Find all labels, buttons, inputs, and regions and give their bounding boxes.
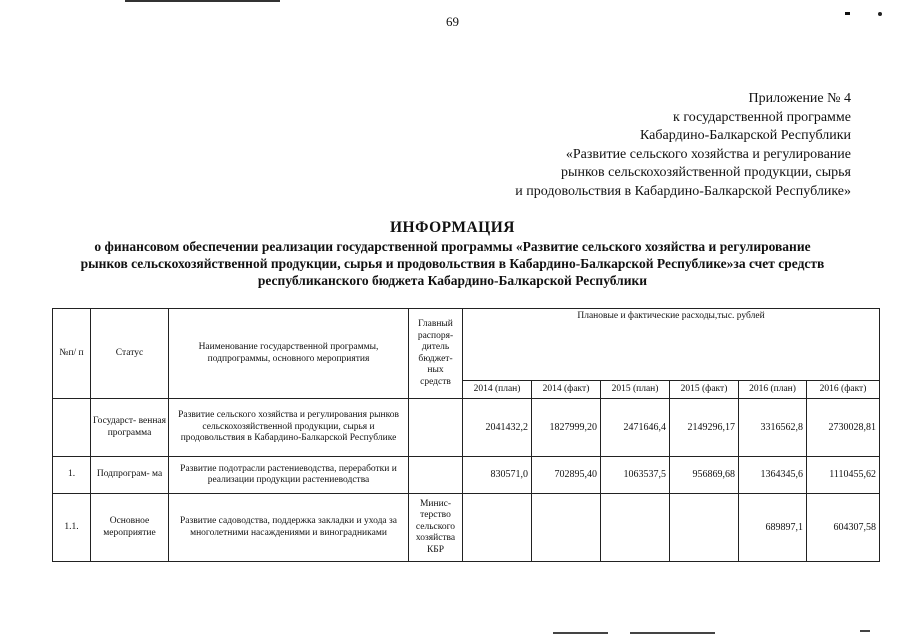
financing-table	[52, 308, 880, 562]
header-year: 2014 (план)	[463, 381, 532, 399]
cell-manager	[409, 457, 463, 494]
scan-artifact-bottom-line	[860, 630, 870, 632]
cell-value: 2471646,4	[601, 399, 670, 457]
cell-name: Развитие подотрасли растениеводства, переработки и реализации продукции растениеводства	[169, 457, 409, 494]
cell-name: Развитие сельского хозяйства и регулирования рынков сельскохозяйственной продукции, сырья и продовольствия в Кабардино-Балкарской Республике	[169, 399, 409, 457]
appendix-line: Кабардино-Балкарской Республики	[640, 128, 851, 143]
scan-artifact-top-line	[125, 0, 280, 2]
appendix-line: рынков сельскохозяйственной продукции, сырья	[561, 165, 851, 180]
cell-num	[53, 399, 91, 457]
header-year: 2016 (факт)	[807, 381, 880, 399]
appendix-line: и продовольствия в Кабардино-Балкарской Республике»	[515, 183, 851, 199]
title-main: ИНФОРМАЦИЯ	[390, 219, 515, 236]
appendix-line: «Развитие сельского хозяйства и регулирование	[565, 146, 851, 162]
appendix-line: Приложение № 4	[748, 91, 851, 106]
cell-name: Развитие садоводства, поддержка закладки и ухода за многолетними насаждениями и виноградниками	[169, 494, 409, 562]
header-year: 2015 (факт)	[670, 381, 739, 399]
cell-value: 2149296,17	[670, 399, 739, 457]
scan-artifact-bottom-line	[630, 632, 715, 634]
cell-status: Государст- венная программа	[91, 399, 169, 457]
header-manager: Главный распоря- дитель бюджет- ных средств	[409, 309, 463, 399]
cell-value: 1364345,6	[739, 457, 807, 494]
header-year: 2014 (факт)	[532, 381, 601, 399]
cell-value	[532, 494, 601, 562]
cell-num: 1.	[53, 457, 91, 494]
title-line: о финансовом обеспечении реализации государственной программы «Развитие сельского хозяйства и регулирование	[94, 239, 811, 254]
table-row	[53, 494, 880, 562]
appendix-line: к государственной программе	[673, 109, 851, 125]
appendix-header	[431, 90, 851, 201]
header-year: 2015 (план)	[601, 381, 670, 399]
table-header-row	[53, 309, 880, 381]
cell-value: 1827999,20	[532, 399, 601, 457]
scan-artifact-bottom-line	[553, 632, 608, 634]
title-line: рынков сельскохозяйственной продукции, сырья и продовольствия в Кабардино-Балкарской Республике»за счет средств	[80, 256, 825, 271]
cell-value: 1063537,5	[601, 457, 670, 494]
cell-value: 3316562,8	[739, 399, 807, 457]
cell-value: 830571,0	[463, 457, 532, 494]
cell-value: 702895,40	[532, 457, 601, 494]
cell-manager	[409, 399, 463, 457]
cell-status: Основное мероприятие	[91, 494, 169, 562]
cell-value: 2041432,2	[463, 399, 532, 457]
cell-manager: Минис- терство сельского хозяйства КБР	[409, 494, 463, 562]
header-year: 2016 (план)	[739, 381, 807, 399]
cell-value	[670, 494, 739, 562]
cell-num: 1.1.	[53, 494, 91, 562]
header-name: Наименование государственной программы, подпрограммы, основного мероприятия	[169, 309, 409, 399]
header-status: Статус	[91, 309, 169, 399]
page-number: 69	[446, 14, 459, 29]
cell-value: 604307,58	[807, 494, 880, 562]
cell-value	[601, 494, 670, 562]
cell-status: Подпрограм- ма	[91, 457, 169, 494]
cell-value: 2730028,81	[807, 399, 880, 457]
cell-value: 689897,1	[739, 494, 807, 562]
title-line: республиканского бюджета Кабардино-Балкарской Республики	[257, 273, 648, 288]
document-title	[20, 218, 885, 289]
header-num: №п/ п	[53, 309, 91, 399]
header-spending: Плановые и фактические расходы,тыс. рублей	[463, 309, 880, 381]
cell-value: 1110455,62	[807, 457, 880, 494]
table-row	[53, 399, 880, 457]
table-row	[53, 457, 880, 494]
cell-value	[463, 494, 532, 562]
cell-value: 956869,68	[670, 457, 739, 494]
